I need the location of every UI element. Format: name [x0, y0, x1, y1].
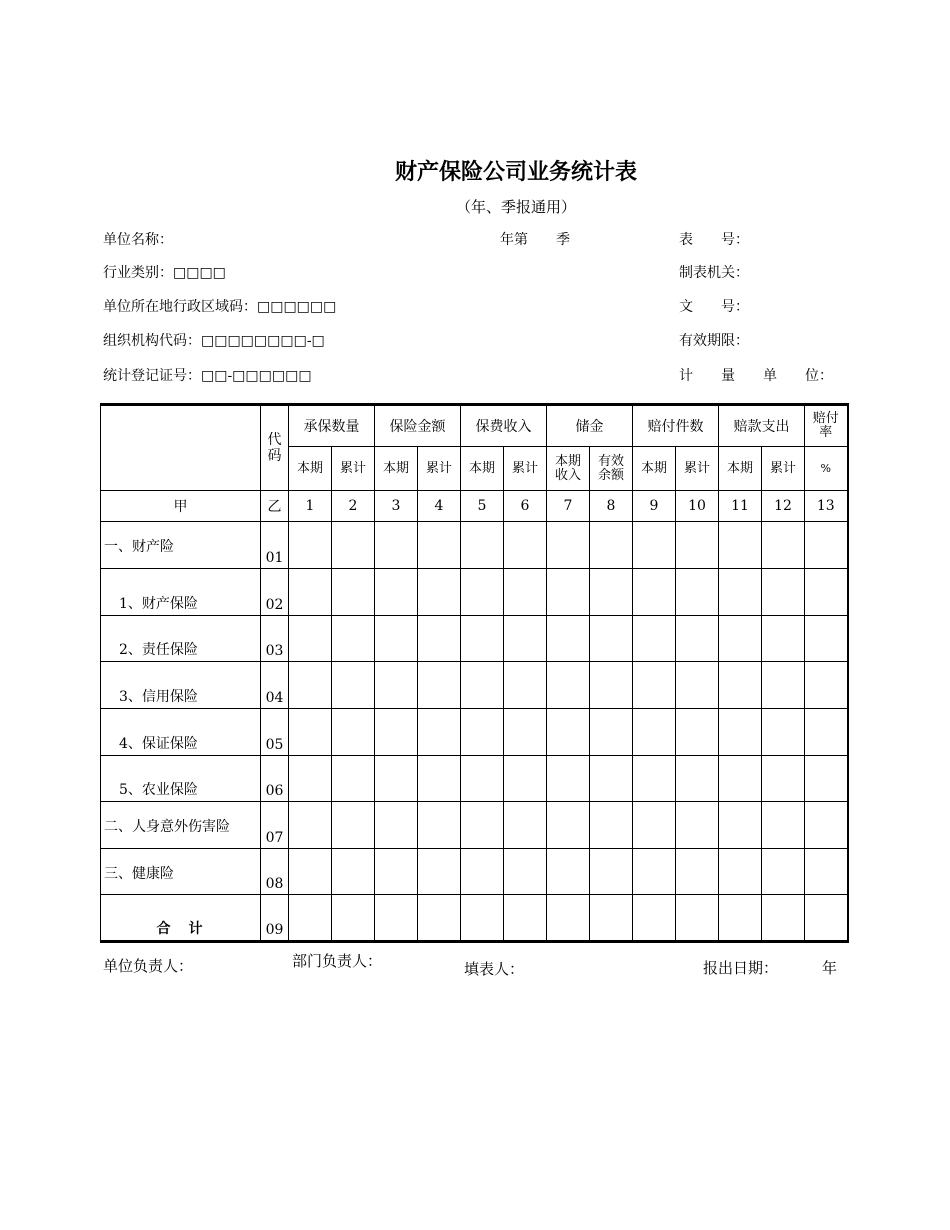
- data-cell[interactable]: [504, 569, 547, 616]
- data-cell[interactable]: [762, 802, 805, 849]
- data-cell[interactable]: [418, 895, 461, 942]
- data-cell[interactable]: [547, 662, 590, 709]
- row-code: 09: [261, 895, 289, 942]
- table-row: [101, 802, 848, 849]
- data-cell[interactable]: [762, 756, 805, 802]
- data-cell[interactable]: [590, 522, 633, 569]
- data-cell[interactable]: [289, 895, 332, 942]
- data-cell[interactable]: [719, 802, 762, 849]
- index-cell: 10: [676, 491, 719, 522]
- data-cell[interactable]: [590, 802, 633, 849]
- data-cell[interactable]: [332, 569, 375, 616]
- data-cell[interactable]: [289, 662, 332, 709]
- index-cell: 7: [547, 491, 590, 522]
- index-cell: 13: [805, 491, 848, 522]
- validity-label: 有效期限：: [679, 333, 749, 349]
- page-subtitle: （年、季报通用）: [455, 198, 576, 216]
- data-cell[interactable]: [289, 569, 332, 616]
- stat-reg-label: 统计登记证号：□□-□□□□□□: [103, 368, 312, 384]
- index-cell: 9: [633, 491, 676, 522]
- sub-header: 有效余额: [590, 447, 633, 491]
- sub-header: 本期: [633, 447, 676, 491]
- table-row: [101, 569, 848, 616]
- data-cell[interactable]: [590, 709, 633, 756]
- index-cell: 2: [332, 491, 375, 522]
- sub-header: 累计: [418, 447, 461, 491]
- blank-header-cell: [101, 405, 261, 491]
- group-header: 储金: [547, 405, 633, 447]
- data-cell[interactable]: [805, 569, 848, 616]
- row-label: 三、健康险: [101, 849, 261, 895]
- data-cell[interactable]: [461, 895, 504, 942]
- sub-header: 累计: [332, 447, 375, 491]
- data-cell[interactable]: [547, 709, 590, 756]
- row-label: 合 计: [101, 895, 261, 942]
- data-cell[interactable]: [289, 616, 332, 662]
- data-cell[interactable]: [676, 662, 719, 709]
- data-cell[interactable]: [418, 709, 461, 756]
- data-cell[interactable]: [805, 895, 848, 942]
- data-cell[interactable]: [676, 709, 719, 756]
- data-cell[interactable]: [676, 802, 719, 849]
- data-cell[interactable]: [762, 895, 805, 942]
- sub-header: 本期: [375, 447, 418, 491]
- code-header: 代码: [261, 405, 289, 491]
- data-cell[interactable]: [719, 849, 762, 895]
- data-cell[interactable]: [590, 756, 633, 802]
- data-cell[interactable]: [332, 522, 375, 569]
- data-cell[interactable]: [547, 522, 590, 569]
- data-cell[interactable]: [762, 522, 805, 569]
- industry-label: 行业类别：□□□□: [103, 265, 226, 281]
- sub-header: 本期: [461, 447, 504, 491]
- data-cell[interactable]: [805, 522, 848, 569]
- data-cell[interactable]: [676, 522, 719, 569]
- data-cell[interactable]: [676, 849, 719, 895]
- group-header: 赔款支出: [719, 405, 805, 447]
- index-cell: 5: [461, 491, 504, 522]
- data-cell[interactable]: [504, 709, 547, 756]
- index-row: [101, 491, 848, 522]
- table-row: [101, 522, 848, 569]
- footer-filler: 填表人：: [464, 960, 525, 978]
- row-code: 08: [261, 849, 289, 895]
- data-cell[interactable]: [633, 895, 676, 942]
- data-cell[interactable]: [461, 662, 504, 709]
- data-cell[interactable]: [461, 802, 504, 849]
- data-cell[interactable]: [375, 709, 418, 756]
- data-cell[interactable]: [676, 616, 719, 662]
- data-cell[interactable]: [375, 849, 418, 895]
- data-cell[interactable]: [375, 616, 418, 662]
- row-code: 07: [261, 802, 289, 849]
- group-header: 保险金额: [375, 405, 461, 447]
- sub-header: 本期: [719, 447, 762, 491]
- data-cell[interactable]: [633, 756, 676, 802]
- unit-name-label: 单位名称：: [103, 232, 173, 248]
- data-cell[interactable]: [633, 569, 676, 616]
- sub-header: 本期: [289, 447, 332, 491]
- data-cell[interactable]: [719, 662, 762, 709]
- data-cell[interactable]: [633, 662, 676, 709]
- data-cell[interactable]: [418, 569, 461, 616]
- row-code: 03: [261, 616, 289, 662]
- data-cell[interactable]: [762, 569, 805, 616]
- table-row: [101, 616, 848, 662]
- data-cell[interactable]: [547, 849, 590, 895]
- data-cell[interactable]: [547, 569, 590, 616]
- group-header: 保费收入: [461, 405, 547, 447]
- sub-header: 累计: [676, 447, 719, 491]
- statistics-table: [100, 403, 849, 943]
- form-no-label: 表 号：: [679, 232, 749, 248]
- data-cell[interactable]: [461, 756, 504, 802]
- data-cell[interactable]: [547, 802, 590, 849]
- index-cell: 1: [289, 491, 332, 522]
- data-cell[interactable]: [461, 522, 504, 569]
- data-cell[interactable]: [332, 709, 375, 756]
- data-cell[interactable]: [805, 849, 848, 895]
- index-cell: 甲: [101, 491, 261, 522]
- data-cell[interactable]: [289, 709, 332, 756]
- row-code: 06: [261, 756, 289, 802]
- sub-header: 累计: [762, 447, 805, 491]
- index-cell: 11: [719, 491, 762, 522]
- data-cell[interactable]: [633, 709, 676, 756]
- data-cell[interactable]: [590, 662, 633, 709]
- footer-dept-head: 部门负责人：: [292, 952, 383, 970]
- row-label: 二、人身意外伤害险: [101, 802, 261, 849]
- data-cell[interactable]: [719, 709, 762, 756]
- doc-no-label: 文 号：: [679, 299, 749, 315]
- group-header: 赔付件数: [633, 405, 719, 447]
- issuer-label: 制表机关：: [679, 265, 749, 281]
- table-row: [101, 849, 848, 895]
- data-cell[interactable]: [676, 756, 719, 802]
- data-cell[interactable]: [504, 895, 547, 942]
- region-code-label: 单位所在地行政区域码：□□□□□□: [103, 299, 337, 315]
- group-header: 承保数量: [289, 405, 375, 447]
- data-cell[interactable]: [418, 802, 461, 849]
- data-cell[interactable]: [332, 756, 375, 802]
- group-header: 赔付率: [805, 405, 848, 447]
- data-cell[interactable]: [547, 756, 590, 802]
- data-cell[interactable]: [762, 616, 805, 662]
- data-cell[interactable]: [289, 756, 332, 802]
- footer-head: 单位负责人：: [103, 957, 194, 975]
- footer-report-date: 报出日期：: [703, 959, 779, 977]
- data-cell[interactable]: [375, 522, 418, 569]
- sub-header: 本期收入: [547, 447, 590, 491]
- footer-year: 年: [822, 959, 838, 977]
- data-cell[interactable]: [461, 709, 504, 756]
- table-row: [101, 662, 848, 709]
- data-cell[interactable]: [590, 616, 633, 662]
- period-label: 年第 季: [500, 232, 570, 248]
- data-cell[interactable]: [762, 662, 805, 709]
- data-cell[interactable]: [418, 616, 461, 662]
- data-cell[interactable]: [633, 802, 676, 849]
- row-label: 4、保证保险: [101, 709, 261, 756]
- row-label: 5、农业保险: [101, 756, 261, 802]
- data-cell[interactable]: [590, 569, 633, 616]
- data-cell[interactable]: [633, 849, 676, 895]
- data-cell[interactable]: [719, 756, 762, 802]
- data-cell[interactable]: [719, 522, 762, 569]
- data-cell[interactable]: [504, 802, 547, 849]
- index-cell: 乙: [261, 491, 289, 522]
- data-cell[interactable]: [418, 522, 461, 569]
- data-cell[interactable]: [418, 662, 461, 709]
- row-code: 05: [261, 709, 289, 756]
- data-cell[interactable]: [504, 756, 547, 802]
- data-cell[interactable]: [504, 616, 547, 662]
- data-cell[interactable]: [289, 522, 332, 569]
- data-cell[interactable]: [547, 616, 590, 662]
- table-row: [101, 756, 848, 802]
- data-cell[interactable]: [676, 569, 719, 616]
- index-cell: 3: [375, 491, 418, 522]
- data-cell[interactable]: [504, 522, 547, 569]
- index-cell: 12: [762, 491, 805, 522]
- data-cell[interactable]: [633, 522, 676, 569]
- data-cell[interactable]: [805, 802, 848, 849]
- data-cell[interactable]: [719, 895, 762, 942]
- org-code-label: 组织机构代码：□□□□□□□□-□: [103, 333, 325, 349]
- data-cell[interactable]: [418, 849, 461, 895]
- data-cell[interactable]: [332, 662, 375, 709]
- data-cell[interactable]: [762, 709, 805, 756]
- data-cell[interactable]: [461, 616, 504, 662]
- data-cell[interactable]: [762, 849, 805, 895]
- data-cell[interactable]: [461, 849, 504, 895]
- data-cell[interactable]: [332, 802, 375, 849]
- data-cell[interactable]: [805, 662, 848, 709]
- data-cell[interactable]: [805, 709, 848, 756]
- page-title: 财产保险公司业务统计表: [394, 159, 637, 185]
- data-cell[interactable]: [805, 756, 848, 802]
- data-cell[interactable]: [332, 895, 375, 942]
- data-cell[interactable]: [418, 756, 461, 802]
- data-cell[interactable]: [375, 756, 418, 802]
- index-cell: 4: [418, 491, 461, 522]
- table-row: [101, 709, 848, 756]
- data-cell[interactable]: [375, 895, 418, 942]
- data-cell[interactable]: [332, 616, 375, 662]
- data-cell[interactable]: [375, 802, 418, 849]
- data-cell[interactable]: [547, 895, 590, 942]
- sub-header: 累计: [504, 447, 547, 491]
- data-cell[interactable]: [332, 849, 375, 895]
- data-cell[interactable]: [375, 569, 418, 616]
- data-cell[interactable]: [676, 895, 719, 942]
- row-label: 一、财产险: [101, 522, 261, 569]
- data-cell[interactable]: [633, 616, 676, 662]
- index-cell: 6: [504, 491, 547, 522]
- table-row: [101, 895, 848, 942]
- data-cell[interactable]: [805, 616, 848, 662]
- row-label: 2、责任保险: [101, 616, 261, 662]
- row-code: 04: [261, 662, 289, 709]
- sub-header: %: [805, 447, 848, 491]
- row-code: 01: [261, 522, 289, 569]
- data-cell[interactable]: [289, 802, 332, 849]
- row-code: 02: [261, 569, 289, 616]
- data-cell[interactable]: [590, 895, 633, 942]
- data-cell[interactable]: [719, 616, 762, 662]
- data-cell[interactable]: [289, 849, 332, 895]
- data-cell[interactable]: [504, 662, 547, 709]
- data-cell[interactable]: [461, 569, 504, 616]
- index-cell: 8: [590, 491, 633, 522]
- data-cell[interactable]: [590, 849, 633, 895]
- unit-label: 计 量 单 位：: [679, 368, 833, 384]
- row-label: 1、财产保险: [101, 569, 261, 616]
- data-cell[interactable]: [719, 569, 762, 616]
- data-cell[interactable]: [375, 662, 418, 709]
- data-cell[interactable]: [504, 849, 547, 895]
- row-label: 3、信用保险: [101, 662, 261, 709]
